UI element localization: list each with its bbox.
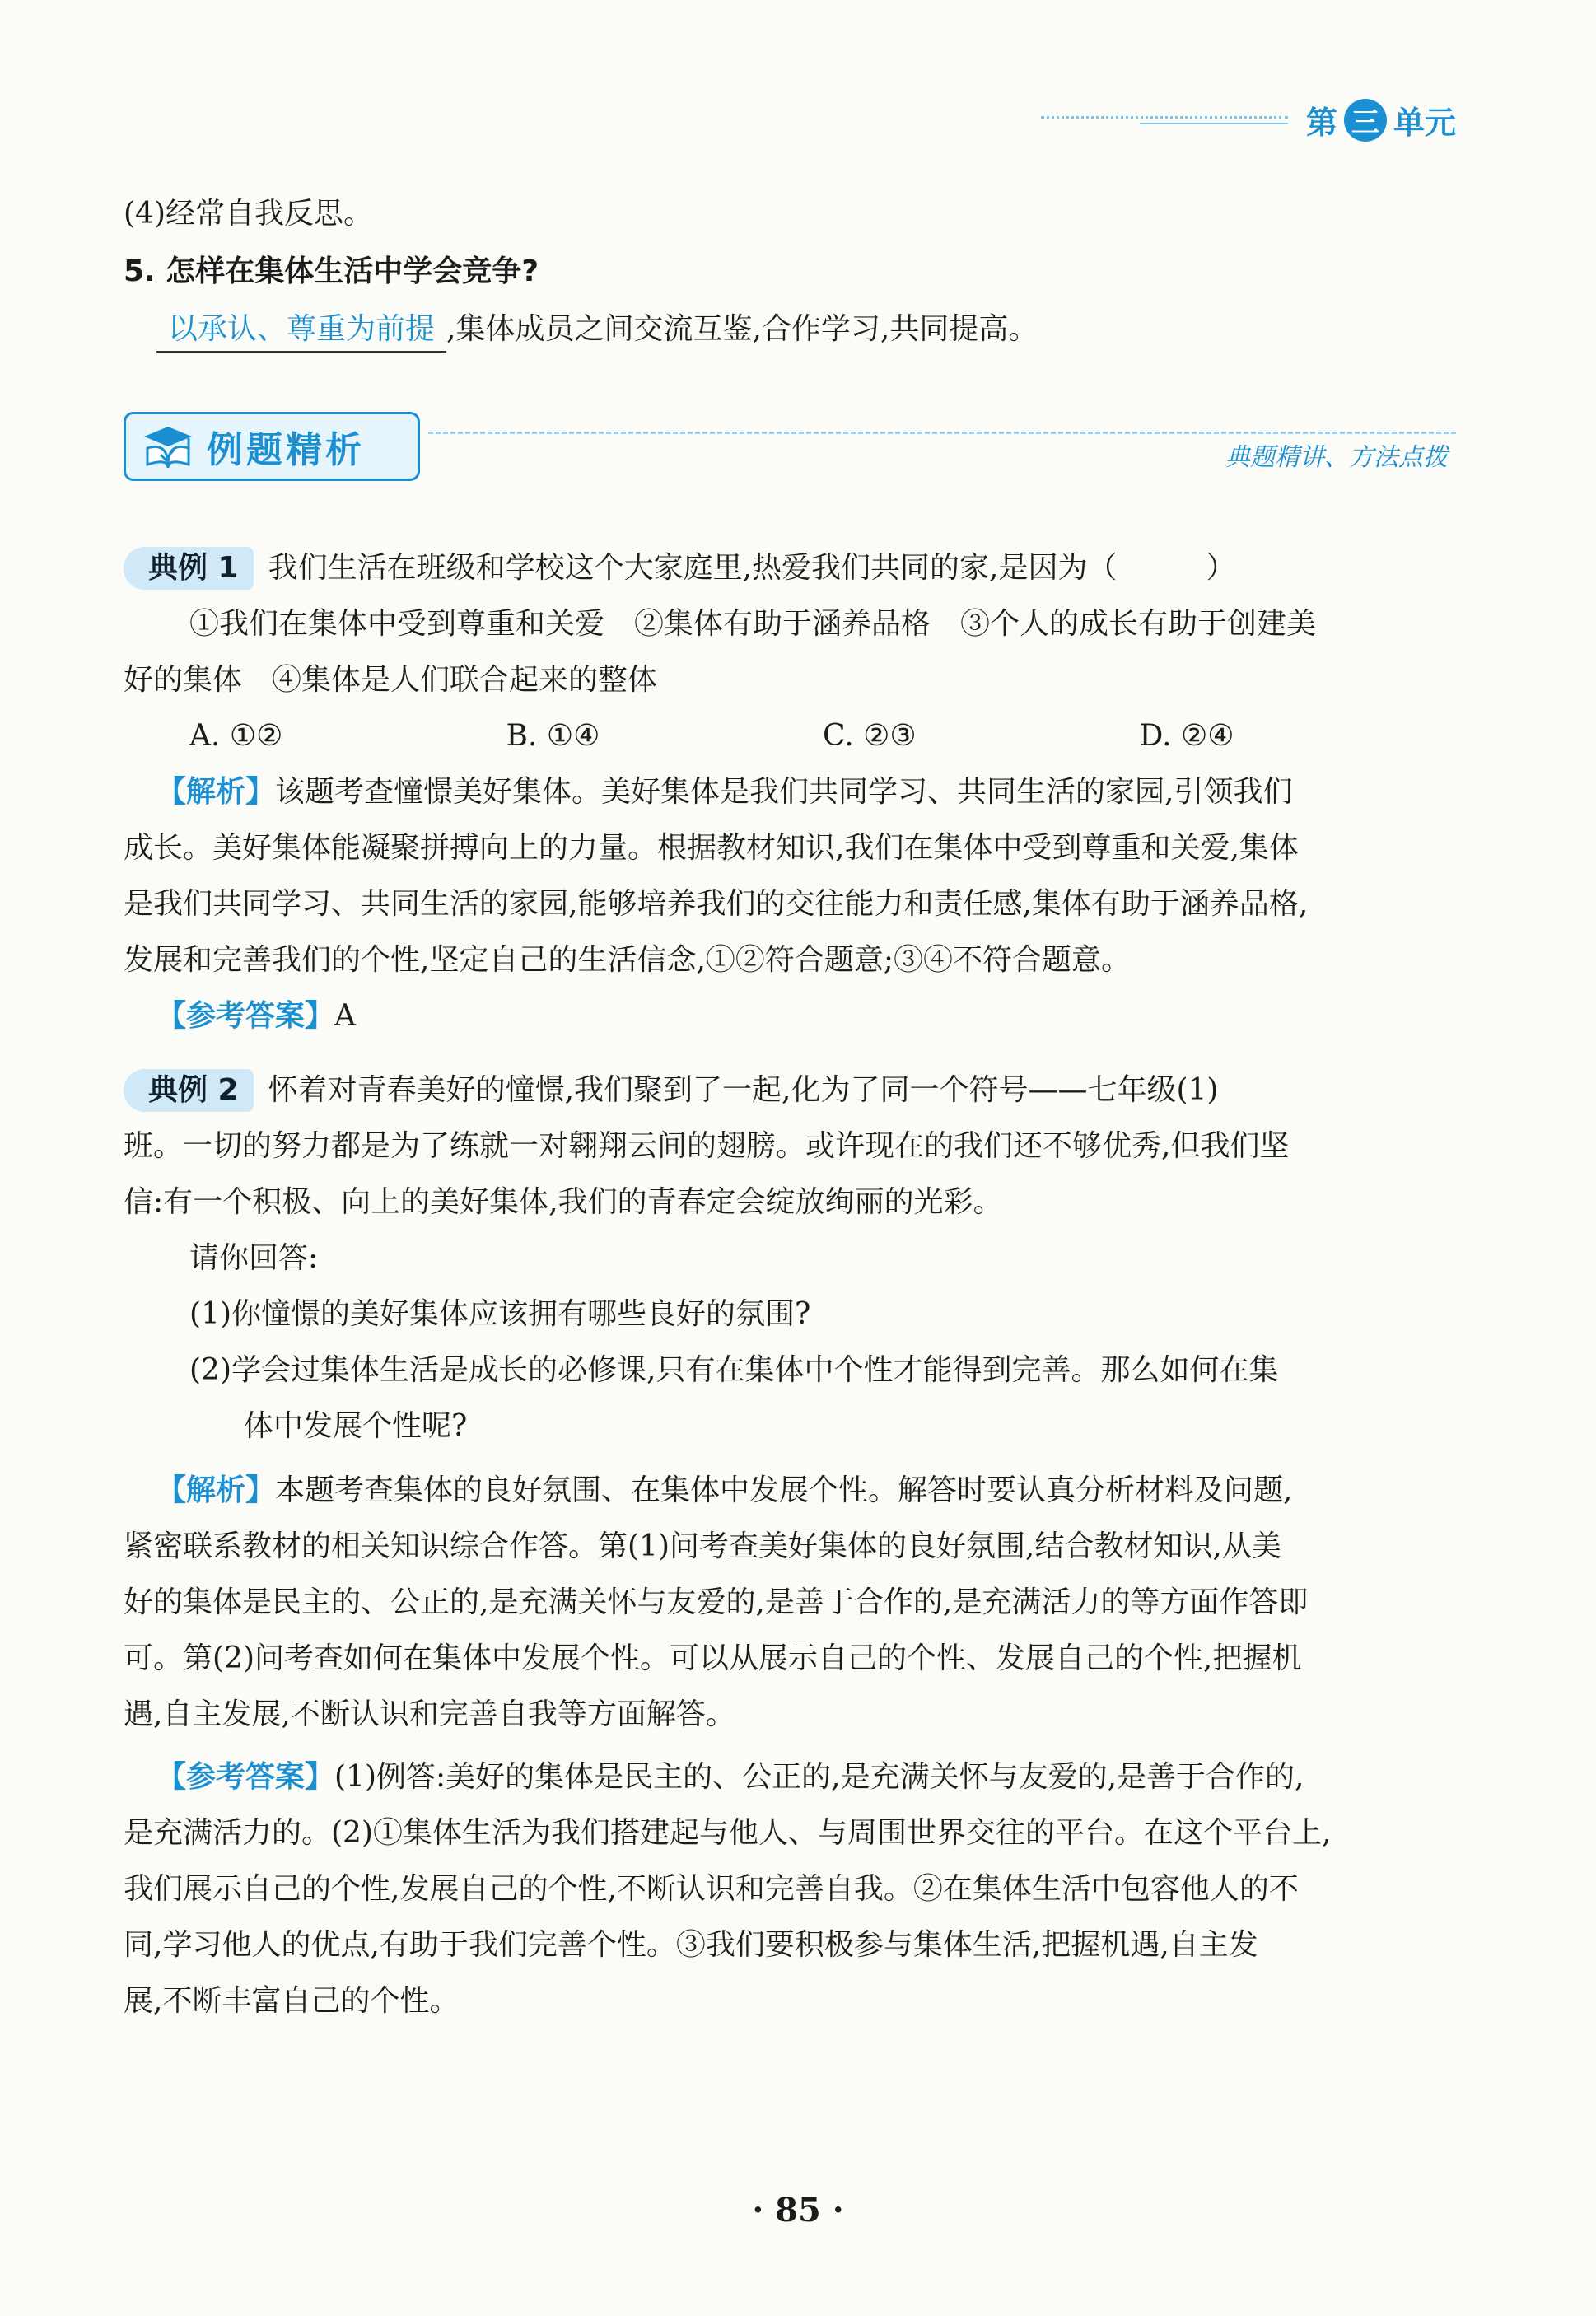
example-2-prompt: 请你回答: — [189, 1241, 319, 1275]
example-1-answer — [124, 988, 1456, 1044]
example-2-answer-2: 是充满活力的。(2)①集体生活为我们搭建起与他人、与周围世界交往的平台。在这个平台上, — [124, 1816, 1332, 1850]
example-2-analysis-4: 可。第(2)问考查如何在集体中发展个性。可以从展示自己的个性、发展自己的个性,把握机 — [124, 1641, 1302, 1675]
answer-text: A — [334, 999, 357, 1033]
section-banner — [124, 412, 420, 481]
example-2-analysis-1 — [124, 1463, 1456, 1519]
unit-suffix: 单元 — [1393, 105, 1456, 141]
example-2-analysis-3: 好的集体是民主的、公正的,是充满关怀与友爱的,是善于合作的,是充满活力的等方面作答即 — [124, 1585, 1309, 1619]
option-a: A. ①② — [189, 719, 283, 753]
header-decorative-lines — [1041, 111, 1288, 129]
example-1-tag: 典例 1 — [124, 547, 254, 590]
example-1-options — [189, 708, 1456, 764]
option-d: D. ②④ — [1139, 719, 1234, 753]
option-b: B. ①④ — [506, 719, 600, 753]
example-2-q2-2: 体中发展个性呢? — [244, 1409, 468, 1443]
page-number: · 85 · — [752, 2191, 844, 2230]
example-1-stem — [124, 540, 1456, 596]
section-divider — [428, 432, 1456, 434]
analysis-text-2: 本题考查集体的良好氛围、在集体中发展个性。解答时要认真分析材料及问题, — [275, 1473, 1293, 1507]
example-2-analysis-2: 紧密联系教材的相关知识综合作答。第(1)问考查美好集体的良好氛围,结合教材知识,从美 — [124, 1529, 1281, 1563]
example-1-analysis-1 — [124, 764, 1456, 820]
example-2-answer-5: 展,不断丰富自己的个性。 — [124, 1984, 460, 2018]
example-2-answer-4: 同,学习他人的优点,有助于我们完善个性。③我们要积极参与集体生活,把握机遇,自主发 — [124, 1928, 1258, 1962]
section-subtitle: 典题精讲、方法点拨 — [1225, 443, 1448, 472]
unit-header — [1041, 97, 1456, 142]
example-2-stem-1 — [124, 1062, 1456, 1118]
example-2-stem-3: 信:有一个积极、向上的美好集体,我们的青春定会绽放绚丽的光彩。 — [124, 1185, 1003, 1219]
answer-tag-2: 【参考答案】 — [156, 1760, 335, 1794]
example-1-statement-1: ①我们在集体中受到尊重和关爱 ②集体有助于涵养品格 ③个人的成长有助于创建美 — [189, 607, 1317, 641]
analysis-tag-2: 【解析】 — [156, 1473, 276, 1507]
answer-tag: 【参考答案】 — [156, 999, 335, 1033]
example-2-answer-3: 我们展示自己的个性,发展自己的个性,不断认识和完善自我。②在集体生活中包容他人的不 — [124, 1872, 1299, 1906]
example-1-analysis-4: 发展和完善我们的个性,坚定自己的生活信念,①②符合题意;③④不符合题意。 — [124, 943, 1132, 977]
question-5-rest: ,集体成员之间交流互鉴,合作学习,共同提高。 — [446, 312, 1038, 346]
example-1-statement-2: 好的集体 ④集体是人们联合起来的整体 — [124, 663, 658, 697]
unit-number-badge: 三 — [1344, 99, 1387, 142]
unit-prefix: 第 — [1305, 105, 1337, 141]
graduation-book-icon — [142, 423, 194, 469]
example-2-stem-text: 怀着对青春美好的憧憬,我们聚到了一起,化为了同一个符号——七年级(1) — [268, 1073, 1219, 1107]
section-title: 例题精析 — [207, 429, 365, 471]
example-2-stem-2: 班。一切的努力都是为了练就一对翱翔云间的翅膀。或许现在的我们还不够优秀,但我们坚 — [124, 1129, 1290, 1163]
example-2-analysis-5: 遇,自主发展,不断认识和完善自我等方面解答。 — [124, 1697, 735, 1731]
analysis-text: 该题考查憧憬美好集体。美好集体是我们共同学习、共同生活的家园,引领我们 — [275, 775, 1293, 809]
answer-text-2: (1)例答:美好的集体是民主的、公正的,是充满关怀与友爱的,是善于合作的, — [334, 1760, 1304, 1794]
analysis-tag: 【解析】 — [156, 775, 276, 809]
question-5-blank: 以承认、尊重为前提 — [156, 308, 446, 353]
example-2-answer-1 — [124, 1749, 1456, 1805]
question-5-title: 5. 怎样在集体生活中学会竞争? — [124, 254, 539, 288]
option-c: C. ②③ — [823, 719, 917, 753]
example-2-q2-1: (2)学会过集体生活是成长的必修课,只有在集体中个性才能得到完善。那么如何在集 — [189, 1353, 1279, 1387]
example-1-analysis-2: 成长。美好集体能凝聚拼搏向上的力量。根据教材知识,我们在集体中受到尊重和关爱,集体 — [124, 831, 1299, 865]
question-5-answer — [156, 301, 1456, 357]
example-1-analysis-3: 是我们共同学习、共同生活的家园,能够培养我们的交往能力和责任感,集体有助于涵养品格, — [124, 887, 1309, 921]
item-4: (4)经常自我反思。 — [124, 197, 373, 231]
example-2-tag: 典例 2 — [124, 1069, 254, 1112]
example-2-q1: (1)你憧憬的美好集体应该拥有哪些良好的氛围? — [189, 1297, 811, 1331]
example-1-stem-text: 我们生活在班级和学校这个大家庭里,热爱我们共同的家,是因为（ ） — [268, 551, 1236, 585]
